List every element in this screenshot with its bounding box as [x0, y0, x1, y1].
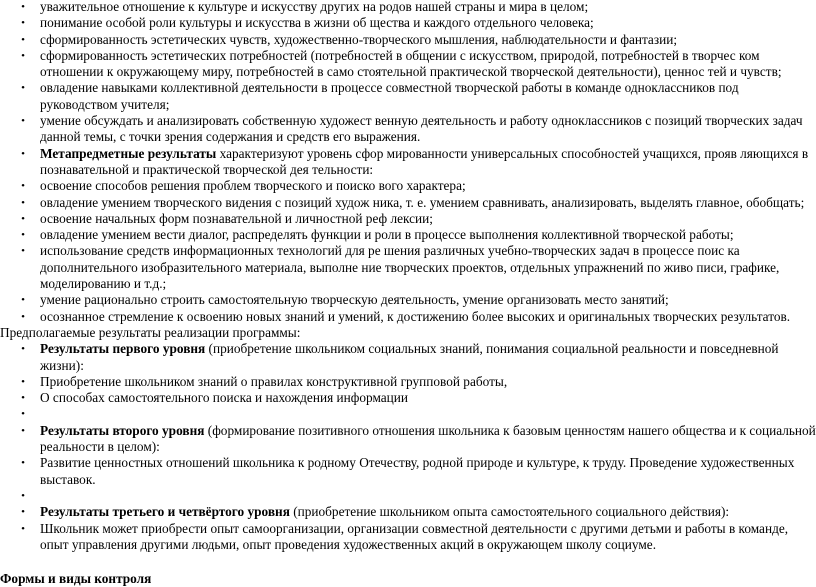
bullet-icon: [18, 80, 28, 96]
bullet-icon: [18, 488, 28, 504]
bullet-icon: [18, 113, 28, 129]
bullet-icon: [18, 341, 28, 357]
list-item: • осознанное стремление к освоению новых знаний и умений, к достижению более высоких и оригинальных творческих результатов.: [0, 309, 816, 325]
bullet-icon: [18, 455, 28, 471]
list-item: • Школьник может приобрести опыт самоорганизации, организации совместной деятельности с другими детьми и работы в команде, опыт управления другими людьми, опыт проведения художественных акций в окружающем школу социуме.: [0, 521, 816, 554]
bullet-icon: [18, 309, 28, 325]
metasubject-results-item: • Метапредметные результаты характеризуют уровень сфор мированности универсальных способностей учащихся, прояв ляющихся в познавательной и практической творческой дея тельности:: [0, 146, 816, 179]
expected-results-list: [0, 341, 816, 553]
list-item: • сформированность эстетических чувств, художественно-творческого мышления, наблюдательности и фантазии;: [0, 32, 816, 48]
bullet-icon: [18, 521, 28, 537]
empty-list-item: [0, 406, 816, 422]
level-3-heading-item: • Результаты третьего и четвёртого уровня (приобретение школьником опыта самостоятельного социального действия):: [0, 504, 816, 520]
list-item: • уважительное отношение к культуре и искусству других на родов нашей страны и мира в целом;: [0, 0, 816, 15]
list-item: • освоение начальных форм познавательной и личностной реф лексии;: [0, 211, 816, 227]
list-item: • овладение умением вести диалог, распределять функции и роли в процессе выполнения коллективной творческой работы;: [0, 227, 816, 243]
list-item: • Приобретение школьником знаний о правилах конструктивной групповой работы,: [0, 374, 816, 390]
bullet-icon: [18, 406, 28, 422]
bullet-icon: [18, 15, 28, 31]
bullet-icon: [18, 195, 28, 211]
list-item: • овладение навыками коллективной деятельности в процессе совместной творческой работы в команде одноклассников под руководством учителя;: [0, 80, 816, 113]
bullet-icon: [18, 178, 28, 194]
list-item: • Развитие ценностных отношений школьника к родному Отечеству, родной природе и культуре, к труду. Проведение художественных выставок.: [0, 455, 816, 488]
bullet-icon: [18, 146, 28, 162]
bullet-icon: [18, 243, 28, 259]
bullet-icon: [18, 374, 28, 390]
expected-results-intro: Предполагаемые результаты реализации программы:: [0, 324, 301, 340]
level-2-heading-item: • Результаты второго уровня (формирование позитивного отношения школьника к базовым ценностям нашего общества и к социальной реальности в целом):: [0, 423, 816, 456]
level-1-heading-item: • Результаты первого уровня (приобретение школьником социальных знаний, понимания социальной реальности и повседневной жизни):: [0, 341, 816, 374]
bullet-icon: [18, 227, 28, 243]
list-item: • понимание особой роли культуры и искусства в жизни об щества и каждого отдельного человека;: [0, 15, 816, 31]
bullet-icon: [18, 48, 28, 64]
list-item: • умение обсуждать и анализировать собственную художест венную деятельность и работу одноклассников с позиций творческих задач данной темы, с точки зрения содержания и средств его выражения.: [0, 113, 816, 146]
list-item: • овладение умением творческого видения с позиций худож ника, т. е. умением сравнивать, анализировать, выделять главное, обобщать;: [0, 195, 816, 211]
bullet-icon: [18, 211, 28, 227]
list-item: • использование средств информационных технологий для ре шения различных учебно-творческих задач в процессе поис ка дополнительного изобразительного материала, выполне ние творческих проектов, отдельных упражнений по живо писи, графике, моделированию и т.д.;: [0, 243, 816, 292]
list-item: • освоение способов решения проблем творческого и поиско вого характера;: [0, 178, 816, 194]
list-item: • сформированность эстетических потребностей (потребностей в общении с искусством, природой, потребностей в творчес ком отношении к окружающему миру, потребностей в само стоятельной практической творческой деятельности), ценнос тей и чувств;: [0, 48, 816, 81]
empty-list-item: [0, 488, 816, 504]
list-item: • О способах самостоятельного поиска и нахождения информации: [0, 390, 816, 406]
bullet-icon: [18, 32, 28, 48]
section-title: Формы и виды контроля: [0, 571, 152, 587]
bullet-icon: [18, 0, 28, 15]
bullet-icon: [18, 390, 28, 406]
bullet-icon: [18, 292, 28, 308]
list-item: • умение рационально строить самостоятельную творческую деятельность, умение организовать место занятий;: [0, 292, 816, 308]
bullet-icon: [18, 504, 28, 520]
bullet-icon: [18, 423, 28, 439]
